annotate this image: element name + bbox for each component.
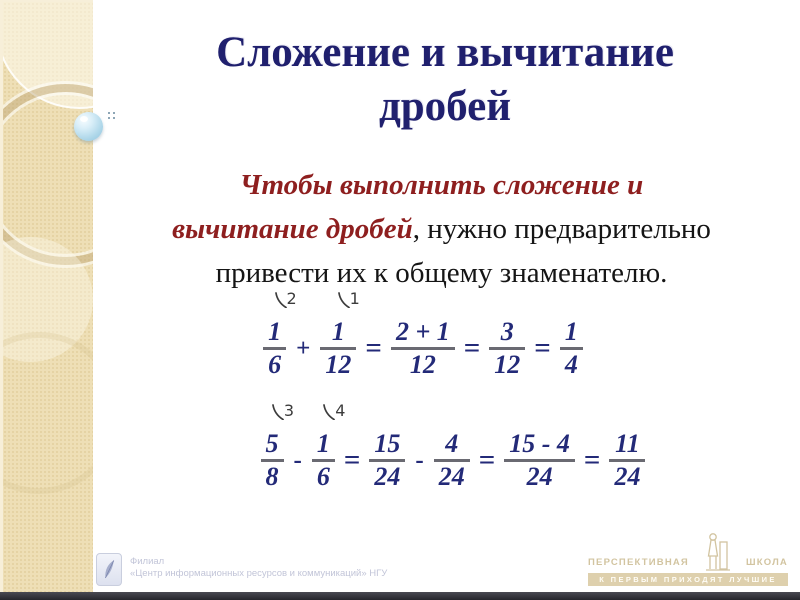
intro-black-line2: , нужно предварительно <box>412 213 711 245</box>
equals-sign: = <box>478 444 496 477</box>
tick-stroke-icon <box>274 292 287 308</box>
numerator: 15 - 4 <box>509 429 570 458</box>
denominator: 12 <box>494 350 521 380</box>
branch-watermark <box>96 553 387 586</box>
fraction <box>312 401 346 492</box>
equals-sign: = <box>343 444 361 477</box>
quill-logo-icon <box>96 553 122 586</box>
fraction <box>560 318 583 379</box>
fraction <box>504 430 575 491</box>
multiplier-value: 2 <box>286 289 297 308</box>
fraction <box>489 318 525 379</box>
brand-word-right: ШКОЛА <box>745 557 788 568</box>
operator-plus: + <box>296 334 311 362</box>
school-statue-icon <box>700 530 734 572</box>
tick-stroke-icon <box>337 292 350 308</box>
tick-stroke-icon <box>322 404 335 420</box>
numerator: 1 <box>564 317 578 346</box>
fraction <box>369 430 405 491</box>
multiplier-mark <box>322 401 346 420</box>
operator-minus: - <box>415 446 424 474</box>
operator-minus: - <box>293 446 302 474</box>
ring-decoration <box>0 84 93 265</box>
multiplier-value: 4 <box>335 401 346 420</box>
numerator: 2 + 1 <box>395 317 450 346</box>
multiplier-value: 3 <box>283 401 295 420</box>
multiplier-value: 1 <box>349 289 360 308</box>
numerator: 1 <box>331 317 345 346</box>
multiplier-mark <box>271 401 295 420</box>
quill-icon <box>101 558 117 582</box>
fraction <box>609 430 645 491</box>
denominator: 24 <box>614 462 641 492</box>
fraction <box>434 430 470 491</box>
denominator: 12 <box>325 350 352 380</box>
tick-stroke-icon <box>271 404 284 420</box>
bottom-bar <box>0 592 800 600</box>
multiplier-mark <box>274 289 297 308</box>
numerator: 1 <box>268 317 282 346</box>
denominator: 24 <box>374 462 401 492</box>
denominator: 8 <box>265 462 279 492</box>
equals-sign: = <box>583 444 601 477</box>
fraction <box>320 289 360 380</box>
numerator: 4 <box>445 429 459 458</box>
denominator: 4 <box>564 350 578 380</box>
equals-sign: = <box>463 332 481 365</box>
equals-sign: = <box>365 332 382 365</box>
branch-line1: Филиал <box>130 556 165 567</box>
intro-black-line3: привести их к общему знаменателю. <box>215 257 668 289</box>
denominator: 24 <box>526 462 553 492</box>
denominator: 6 <box>268 350 282 380</box>
brand-word-left: ПЕРСПЕКТИВНАЯ <box>588 557 689 568</box>
numerator: 1 <box>316 429 330 458</box>
school-slogan-banner: К ПЕРВЫМ ПРИХОДЯТ ЛУЧШИЕ <box>588 573 788 586</box>
equation-addition <box>68 289 778 380</box>
decorative-strip <box>0 0 93 594</box>
sphere-highlight <box>80 116 88 122</box>
school-watermark <box>588 530 788 586</box>
numerator: 5 <box>265 429 279 458</box>
fraction <box>263 289 297 380</box>
intro-red-line2: вычитание дробей <box>172 213 413 245</box>
fraction <box>261 401 295 492</box>
page-title <box>95 26 795 134</box>
multiplier-mark <box>337 289 360 308</box>
intro-red-line1: Чтобы выполнить сложение и <box>239 169 644 201</box>
fraction <box>391 318 455 379</box>
numerator: 11 <box>615 429 640 458</box>
denominator: 24 <box>438 462 465 492</box>
branch-line2: «Центр информационных ресурсов и коммуникаций» НГУ <box>130 568 388 579</box>
intro-paragraph <box>95 163 788 295</box>
title-line2: дробей <box>379 83 511 130</box>
numerator: 15 <box>374 429 401 458</box>
school-brand-row <box>588 530 788 570</box>
equation-subtraction <box>98 401 800 492</box>
title-line1: Сложение и вычитание <box>216 29 674 76</box>
branch-text <box>130 553 387 580</box>
denominator: 6 <box>316 462 330 492</box>
numerator: 3 <box>500 317 514 346</box>
denominator: 12 <box>409 350 436 380</box>
equals-sign: = <box>534 332 551 365</box>
